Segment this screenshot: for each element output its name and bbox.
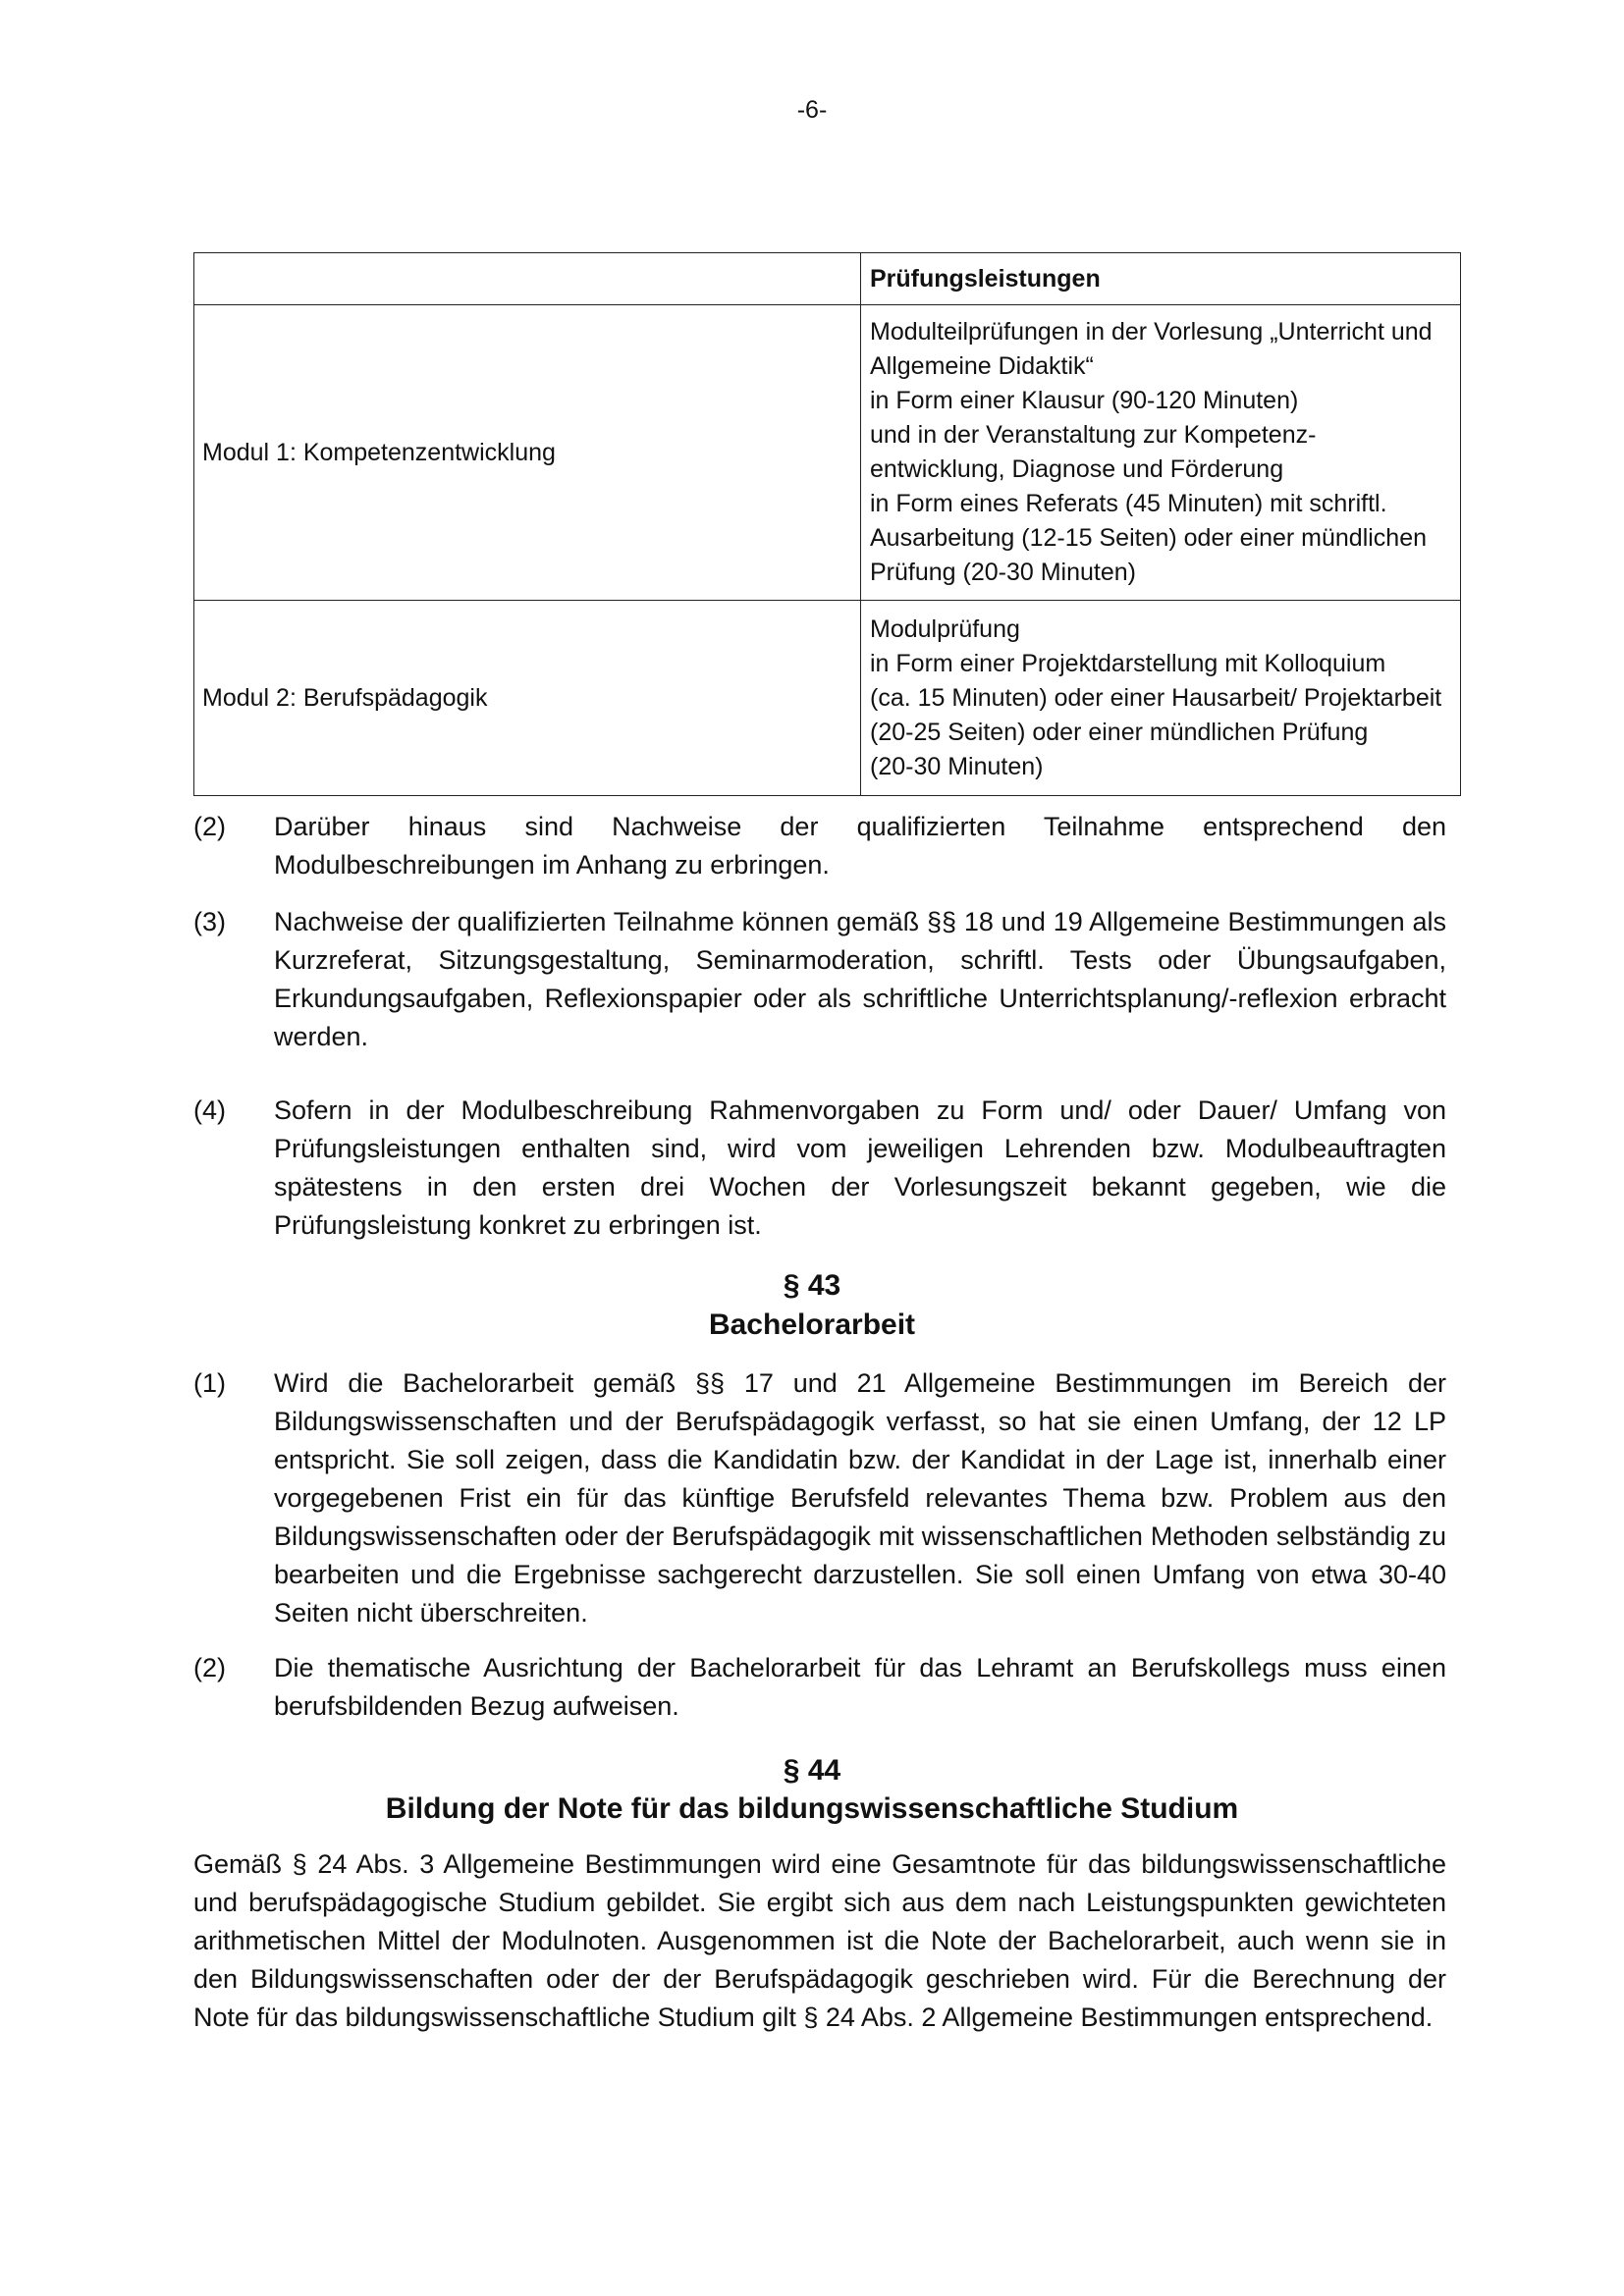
exam-cell: Modulteilprüfungen in der Vorlesung „Unterricht und Allgemeine Didaktik“ in Form einer Klausur (90-120 Minuten) und in der Veranstaltung zur Kompetenz- entwicklung, Diagnose und Förderung in Form eines Referats (45 Minuten) mit schriftl. Ausarbeitung (12-15 Seiten) oder einer mündlichen Prüfung (20-30 Minuten)	[861, 305, 1461, 601]
page-number: -6-	[796, 96, 828, 124]
paragraph-2	[193, 808, 1446, 884]
paragraph-text: Wird die Bachelorarbeit gemäß §§ 17 und 21 Allgemeine Bestimmungen im Bereich der Bildungswissenschaften und der Berufspädagogik verfasst, so hat sie einen Umfang, der 12 LP entspricht. Sie soll zeigen, dass die Kandidatin bzw. der Kandidat in der Lage ist, innerhalb einer vorgegebenen Frist ein für das künftige Berufsfeld relevantes Thema bzw. Problem aus den Bildungswissenschaften oder der Berufspädagogik mit wissenschaftlichen Methoden selbständig zu bearbeiten und die Ergebnisse sachgerecht darzustellen. Sie soll einen Umfang von etwa 30-40 Seiten nicht überschreiten.	[274, 1368, 1446, 1628]
paragraph-text: Nachweise der qualifizierten Teilnahme können gemäß §§ 18 und 19 Allgemeine Bestimmungen als Kurzreferat, Sitzungsgestaltung, Seminarmoderation, schriftl. Tests oder Übungsaufgaben, Erkundungsaufgaben, Reflexionspapier oder als schriftliche Unterrichtsplanung/-reflexion erbracht werden.	[274, 907, 1446, 1051]
paragraph-text: Sofern in der Modulbeschreibung Rahmenvorgaben zu Form und/ oder Dauer/ Umfang von Prüfungsleistungen enthalten sind, wird vom jeweiligen Lehrenden bzw. Modulbeauftragten spätestens in den ersten drei Wochen der Vorlesungszeit bekannt gegeben, wie die Prüfungsleistung konkret zu erbringen ist.	[274, 1095, 1446, 1240]
section-44-title: Bildung der Note für das bildungswissenschaftliche Studium	[385, 1792, 1239, 1825]
table-header-cell: Prüfungsleistungen	[861, 253, 1461, 305]
paragraph-text: Darüber hinaus sind Nachweise der qualifizierten Teilnahme entsprechend den Modulbeschreibungen im Anhang zu erbringen.	[274, 812, 1446, 880]
table-row	[194, 305, 1461, 601]
section-44-number: § 44	[783, 1754, 841, 1787]
table-header-row	[194, 253, 1461, 305]
exam-cell: Modulprüfung in Form einer Projektdarstellung mit Kolloquium (ca. 15 Minuten) oder einer Hausarbeit/ Projektarbeit (20-25 Seiten) oder einer mündlichen Prüfung (20-30 Minuten)	[861, 601, 1461, 796]
section-43-number: § 43	[783, 1269, 841, 1302]
paragraph-number: (4)	[193, 1095, 226, 1125]
paragraph-3	[193, 903, 1446, 1056]
exam-table	[193, 252, 1461, 796]
paragraph-number: (2)	[193, 1653, 226, 1682]
module-cell: Modul 1: Kompetenzentwicklung	[194, 305, 861, 601]
table-row	[194, 601, 1461, 796]
paragraph-text: Die thematische Ausrichtung der Bachelorarbeit für das Lehramt an Berufskollegs muss einen berufsbildenden Bezug aufweisen.	[274, 1653, 1446, 1721]
section-44-text: Gemäß § 24 Abs. 3 Allgemeine Bestimmungen wird eine Gesamtnote für das bildungswissenschaftliche und berufspädagogische Studium gebildet. Sie ergibt sich aus dem nach Leistungspunkten gewichteten arithmetischen Mittel der Modulnoten. Ausgenommen ist die Note der Bachelorarbeit, auch wenn sie in den Bildungswissenschaften oder der der Berufspädagogik geschrieben wird. Für die Berechnung der Note für das bildungswissenschaftliche Studium gilt § 24 Abs. 2 Allgemeine Bestimmungen entsprechend.	[193, 1849, 1446, 2032]
table-header-empty-cell	[194, 253, 861, 305]
section-43-title: Bachelorarbeit	[708, 1308, 916, 1341]
paragraph-number: (3)	[193, 907, 226, 936]
paragraph-number: (1)	[193, 1368, 226, 1398]
module-cell: Modul 2: Berufspädagogik	[194, 601, 861, 796]
paragraph-4	[193, 1092, 1446, 1245]
paragraph-number: (2)	[193, 812, 226, 841]
section-43-paragraph-2	[193, 1649, 1446, 1726]
section-43-paragraph-1	[193, 1364, 1446, 1632]
